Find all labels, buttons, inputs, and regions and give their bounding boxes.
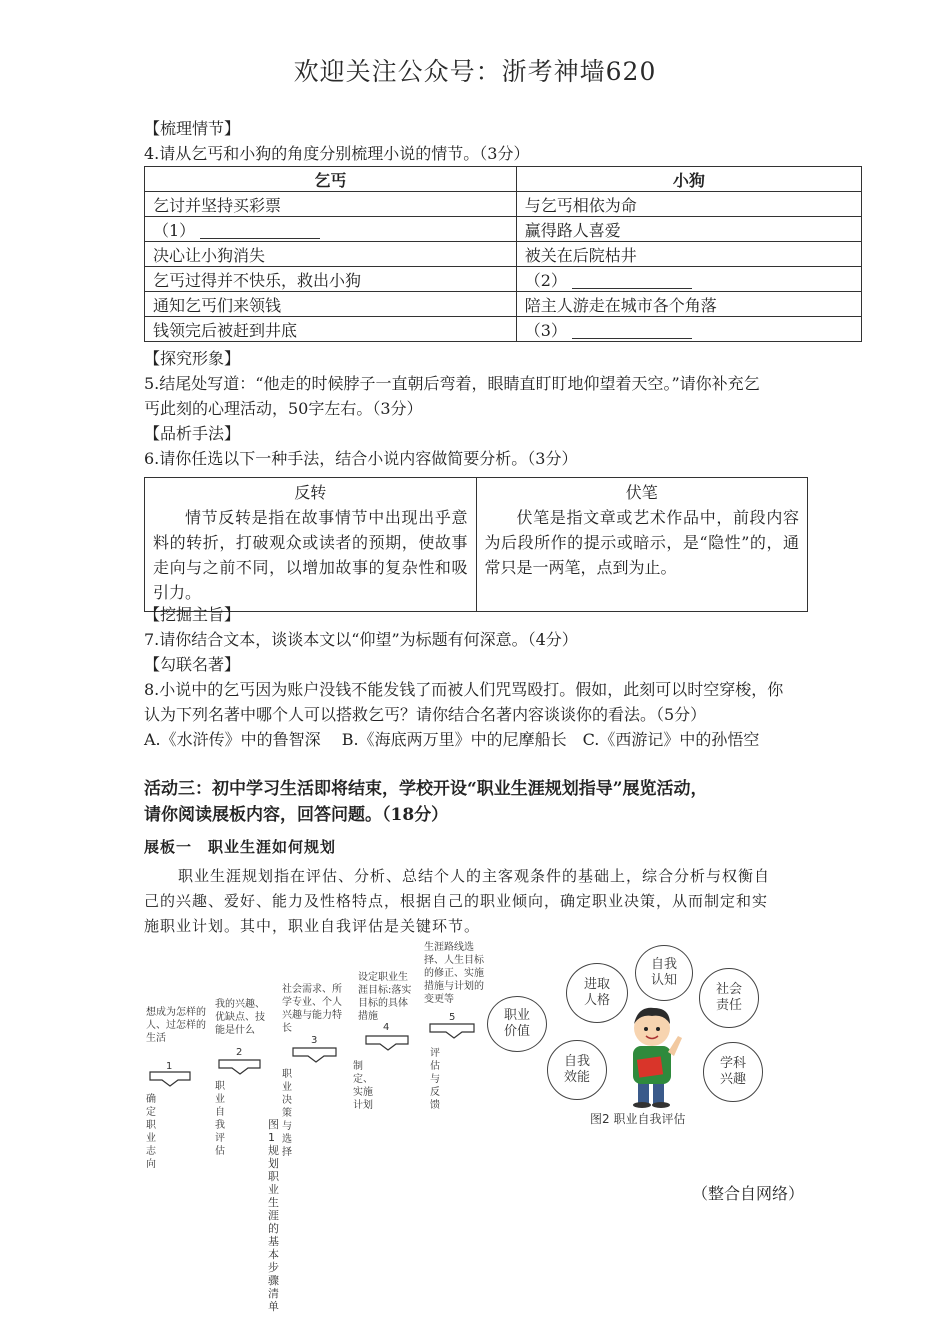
table-cell [145,217,517,242]
question-8-line2: 认为下列名著中哪个人可以搭救乞丐？请你结合名著内容谈谈你的看法。（5分） [144,705,707,724]
board-paragraph-line1: 职业生涯规划指在评估、分析、总结个人的主客观条件的基础上，综合分析与权衡自 [178,867,771,885]
table-cell: 通知乞丐们来领钱 [145,292,517,317]
plot-header-dog: 小狗 [516,167,861,192]
table-cell: 乞讨并坚持买彩票 [145,192,517,217]
plot-header-beggar: 乞丐 [145,167,517,192]
student-shoe-left [633,1102,651,1108]
table-row [145,217,862,242]
answer-blank-2[interactable] [572,274,692,289]
plot-table [144,166,862,342]
table-cell: 被关在后院枯井 [516,242,861,267]
board-title: 展板一 职业生涯如何规划 [144,838,337,856]
table-cell: 钱领完后被赶到井底 [145,317,517,342]
step-5-description: 生涯路线选择、人生目标的修正、实施措施与计划的变更等 [424,942,484,1005]
bubble-social-responsibility [699,968,759,1028]
step-2-description: 我的兴趣、优缺点、技能是什么 [215,999,265,1036]
step-5-number: 5 [449,1012,456,1023]
bubble-label: 学科兴趣 [719,1056,746,1087]
bubble-self-awareness [635,945,693,1001]
technique-reversal-title: 反转 [294,483,327,502]
student-eye-right [656,1027,660,1031]
table-row [145,292,862,317]
technique-reversal-text: 情节反转是指在故事情节中出现出乎意料的转折，打破观众或读者的预期，使故事走向与之前不同，以增加故事的复杂性和吸引力。 [153,508,468,602]
step-marker-4 [366,1036,408,1050]
table-row [145,317,862,342]
step-2-number: 2 [236,1047,243,1058]
step-marker-1 [150,1072,190,1086]
blank-label: （1） [153,220,196,240]
bubble-label: 社会责任 [715,982,742,1013]
question-8-line1: 8.小说中的乞丐因为账户没钱不能发钱了而被人们咒骂殴打。假如，此刻可以时空穿梭，你 [144,680,784,699]
table-cell: 乞丐过得并不快乐，救出小狗 [145,267,517,292]
bubble-self-efficacy [547,1040,607,1100]
step-marker-2 [219,1060,260,1074]
table-row [145,192,862,217]
activity-three-line1: 活动三：初中学习生活即将结束，学校开设“职业生涯规划指导”展览活动， [144,779,708,799]
answer-blank-1[interactable] [200,224,320,239]
step-1-number: 1 [166,1061,173,1072]
technique-foreshadowing-text: 伏笔是指文章或艺术作品中，前段内容为后段所作的提示或暗示，是“隐性”的，通常只是一两笔，点到为止。 [484,508,799,577]
activity-three-line2: 请你阅读展板内容，回答问题。（18分） [144,805,449,825]
student-eye-left [644,1027,648,1031]
step-4-description: 设定职业生涯目标:落实目标的具体措施 [358,972,412,1022]
table-cell [516,267,861,292]
technique-reversal [145,478,477,612]
bubble-career-value [487,996,547,1052]
step-5-label: 评估与反馈 [430,1048,440,1111]
step-1-description: 想成为怎样的人、过怎样的生活 [146,1007,206,1044]
student-illustration [620,1002,686,1108]
source-note: （整合自网络） [692,1184,805,1203]
question-6: 6.请你任选以下一种手法，结合小说内容做简要分析。（3分） [144,449,578,468]
question-7: 7.请你结合文本，谈谈本文以“仰望”为标题有何深意。（4分） [144,630,578,649]
table-cell: 陪主人游走在城市各个角落 [516,292,861,317]
table-row [145,242,862,267]
step-2-label: 职业自我评估 [215,1081,225,1157]
table-cell [516,317,861,342]
bubble-label: 自我认知 [650,957,677,988]
section-theme: 【挖掘主旨】 [144,605,241,624]
student-book [637,1056,663,1077]
answer-blank-3[interactable] [572,324,692,339]
question-4: 4.请从乞丐和小狗的角度分别梳理小说的情节。（3分） [144,144,530,163]
question-5-line2: 丐此刻的心理活动，50字左右。（3分） [144,399,423,418]
bubble-enterprising-personality [566,963,628,1023]
step-1-label: 确定职业志向 [146,1094,156,1170]
blank-label: （2） [524,270,567,290]
step-3-label: 职业决策与选择 [282,1069,292,1158]
step-3-description: 社会需求、所学专业、个人兴趣与能力特长 [282,984,342,1034]
section-image: 【探究形象】 [144,349,241,368]
bubble-label: 自我效能 [563,1054,590,1085]
section-technique: 【品析手法】 [144,424,241,443]
technique-foreshadowing [476,478,808,612]
step-marker-3 [293,1048,336,1062]
student-raised-arm [668,1036,682,1056]
section-classic: 【勾联名著】 [144,655,241,674]
blank-label: （3） [524,320,567,340]
figure-1-step-markers [140,1010,480,1090]
section-plot: 【梳理情节】 [144,119,241,138]
table-cell: 与乞丐相依为命 [516,192,861,217]
figure-1-caption: 图1 规划职业生涯的基本步骤清单 [268,1118,279,1313]
step-3-number: 3 [311,1035,318,1046]
bubble-label: 职业价值 [503,1008,530,1039]
bubble-subject-interest [703,1042,763,1102]
student-shoe-right [652,1102,670,1108]
question-8-options: A.《水浒传》中的鲁智深 B.《海底两万里》中的尼摩船长 C.《西游记》中的孙悟空 [144,730,760,749]
bubble-label: 进取人格 [583,977,610,1008]
step-marker-5 [430,1024,474,1038]
step-4-number: 4 [383,1022,390,1033]
table-cell: 决心让小狗消失 [145,242,517,267]
figure-2-caption: 图2 职业自我评估 [590,1112,686,1126]
question-5-line1: 5.结尾处写道：“他走的时候脖子一直朝后弯着，眼睛直盯盯地仰望着天空。”请你补充乞 [144,374,760,393]
step-4-label: 制定、实施计划 [353,1061,373,1111]
table-row [145,267,862,292]
board-paragraph-line3: 施职业计划。其中，职业自我评估是关键环节。 [144,917,481,935]
board-paragraph-line2: 己的兴趣、爱好、能力及性格特点，根据自己的职业倾向，确定职业决策，从而制定和实 [144,892,769,910]
technique-table [144,477,808,612]
page-header: 欢迎关注公众号：浙考神墙620 [293,57,657,86]
table-cell: 赢得路人喜爱 [516,217,861,242]
technique-foreshadowing-title: 伏笔 [625,483,658,502]
